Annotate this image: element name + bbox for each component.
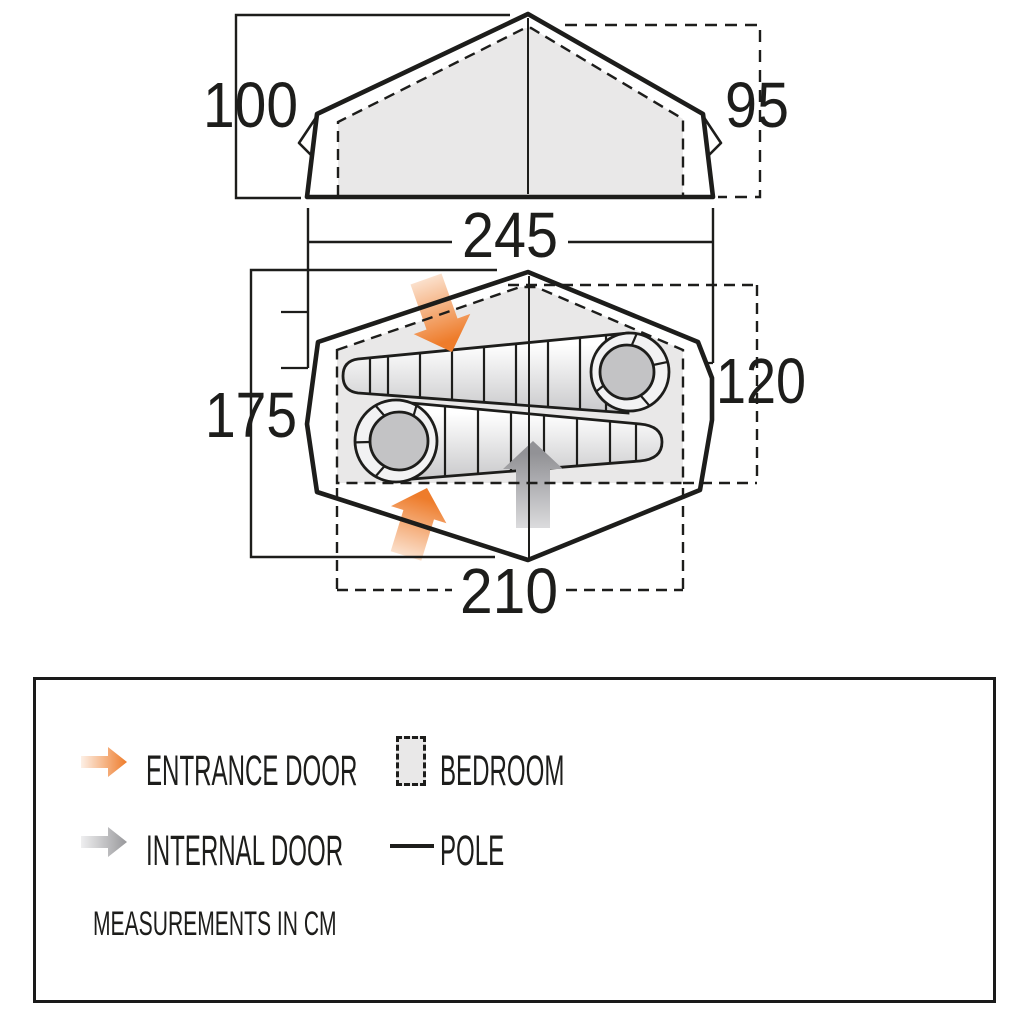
tent-side-elevation [203, 14, 789, 198]
internal-door-arrow-icon [81, 824, 127, 860]
bedroom-depth-dimension-120-label: 120 [716, 345, 806, 417]
bedroom-swatch-icon [396, 736, 426, 786]
legend-label-pole: POLE [440, 827, 505, 875]
bedroom-width-dimension-210-label: 210 [460, 555, 558, 627]
legend-label-internal-door: INTERNAL DOOR [146, 827, 344, 875]
bag-hood-inner [370, 412, 428, 470]
inner-height-dimension-95-label: 95 [725, 69, 789, 141]
tent-floorplan [307, 272, 712, 561]
entrance-door-arrow-icon [81, 744, 127, 780]
depth-dimension-175-label: 175 [205, 379, 297, 451]
inner-tent-profile-fill [338, 28, 683, 196]
height-dimension-100-label: 100 [203, 69, 298, 141]
legend-label-bedroom: BEDROOM [440, 747, 565, 795]
width-dimension-245-label: 245 [462, 199, 558, 271]
bag-hood-inner [600, 345, 654, 399]
legend-label-entrance-door: ENTRANCE DOOR [146, 747, 358, 795]
legend-box [33, 677, 996, 1003]
measurements-note: MEASUREMENTS IN CM [93, 905, 337, 943]
pole-line-icon [390, 844, 434, 848]
